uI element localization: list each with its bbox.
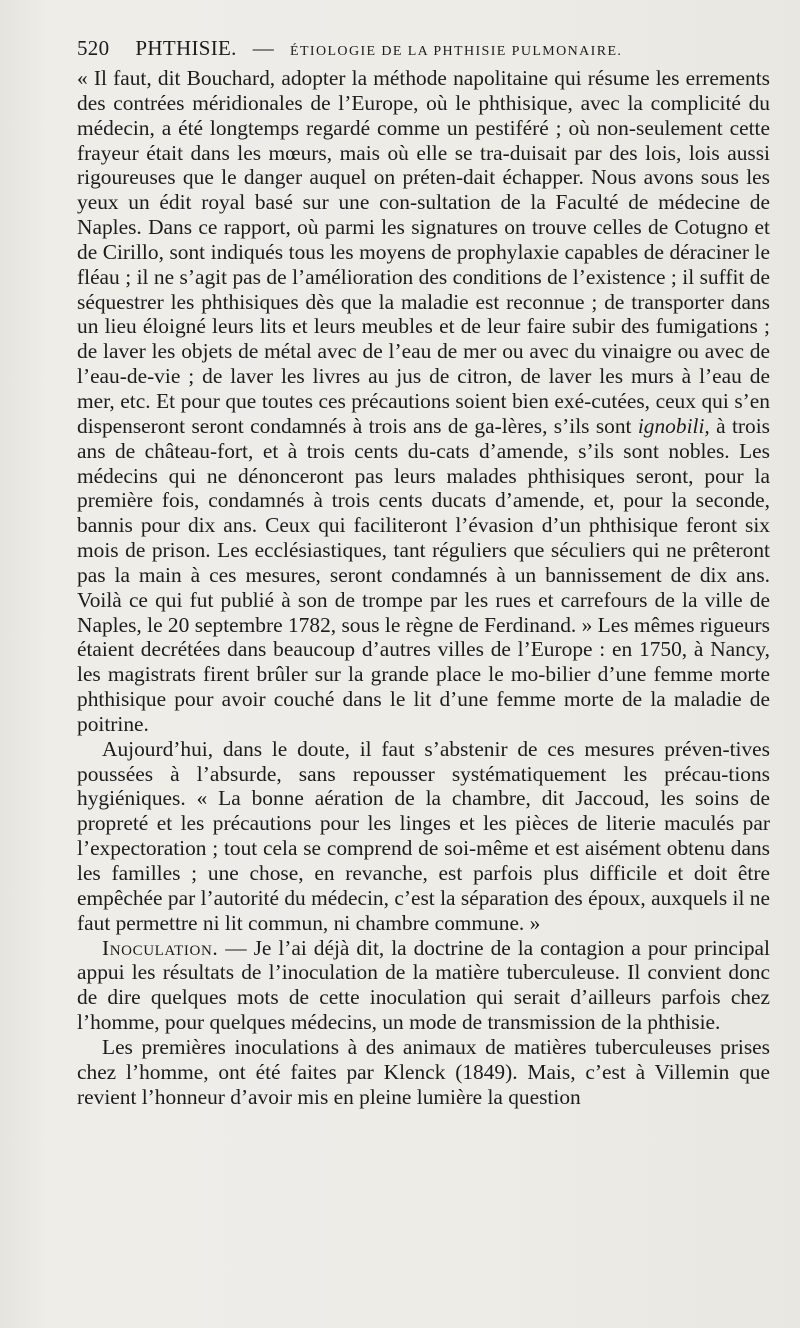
paragraph-text: Aujourd’hui, dans le doute, il faut s’abstenir de ces mesures préven-tives poussées à l’absurde, sans repousser systématiquement les précau-tions hygiéniques. « La bonne aération de la chambre, dit Jaccoud, les soins de propreté et les précautions pour les linges et les pièces de literie maculés par l’expectoration ; tout cela se comprend de soi-même et est aisément obtenu dans les familles ; une chose, en revanche, est parfois plus difficile et doit être empêchée par l’autorité du médecin, c’est la séparation des époux, auxquels il ne faut permettre ni lit commun, ni chambre commune. » xyxy=(77,736,770,935)
paragraph-first-inoculations xyxy=(77,1035,770,1110)
running-head xyxy=(77,36,770,66)
page-number: 520 xyxy=(77,36,110,60)
paragraph-precautions xyxy=(77,737,770,936)
italic-term: ignobili, xyxy=(637,413,710,438)
paragraph-text: à trois ans de château-fort, et à trois cents du-cats d’amende, s’ils sont nobles. Les médecins qui ne dénonceront pas leurs malades phthisiques seront, pour la première fois, condamnés à trois cents ducats d’amende, et, pour la seconde, bannis pour dix ans. Ceux qui faciliteront l’évasion d’un phthisique feront six mois de prison. Les ecclésiastiques, tant réguliers que séculiers qui ne prêteront pas la main à ces mesures, seront condamnés à un bannissement de dix ans. Voilà ce qui fut publié à son de trompe par les rues et carrefours de la ville de Naples, le 20 septembre 1782, sous le règne de Ferdinand. » Les mêmes rigueurs étaient decrétées dans beaucoup d’autres villes de l’Europe : en 1750, à Nancy, les magistrats firent brûler sur la grande place le mo-bilier d’une femme morte phthisique pour avoir couché dans le lit d’une femme morte de la maladie de poitrine. xyxy=(77,413,770,736)
paragraph-bouchard-quote xyxy=(77,66,770,737)
paragraph-text: — Je l’ai déjà dit, la doctrine de la contagion a pour principal appui les résultats de l’inoculation de la matière tuberculeuse. Il convient donc de dire quelques mots de cette inoculation qui serait d’ailleurs parfois chez l’homme, pour quelques médecins, un mode de transmission de la phthisie. xyxy=(77,935,770,1035)
section-heading-inoculation: Inoculation. xyxy=(102,935,219,960)
running-head-title: PHTHISIE. xyxy=(135,36,237,60)
body-text xyxy=(77,66,770,1109)
running-head-dash: — xyxy=(252,36,274,60)
paragraph-text: « Il faut, dit Bouchard, adopter la méthode napolitaine qui résume les errements des contrées méridionales de l’Europe, où le phthisique, avec la complicité du médecin, a été longtemps regardé comme un pestiféré ; où non-seulement cette frayeur était dans les mœurs, mais où elle se tra-duisait par des lois, lois aussi rigoureuses que le danger auquel on préten-dait échapper. Nous avons sous les yeux un édit royal basé sur une con-sultation de la Faculté de médecine de Naples. Dans ce rapport, où parmi les signatures on trouve celles de Cotugno et de Cirillo, sont indiqués tous les moyens de prophylaxie capables de déraciner le fléau ; il ne s’agit pas de l’amélioration des conditions de l’existence ; il suffit de séquestrer les phthisiques dès que la maladie est reconnue ; de transporter dans un lieu éloigné leurs lits et leurs meubles et de leur faire subir des fumigations ; de laver les objets de métal avec de l’eau de mer ou avec du vinaigre ou avec de l’eau-de-vie ; de laver les livres au jus de citron, de laver les murs à l’eau de mer, etc. Et pour que toutes ces précautions soient bien exé-cutées, ceux qui s’en dispenseront seront condamnés à trois ans de ga-lères, s’ils sont xyxy=(77,66,770,438)
paragraph-inoculation xyxy=(77,936,770,1035)
running-head-subtitle: ÉTIOLOGIE DE LA PHTHISIE PULMONAIRE. xyxy=(290,44,623,59)
paragraph-text: Les premières inoculations à des animaux de matières tuberculeuses prises chez l’homme, ont été faites par Klenck (1849). Mais, c’est à Villemin que revient l’honneur d’avoir mis en pleine lumière la question xyxy=(77,1034,770,1109)
